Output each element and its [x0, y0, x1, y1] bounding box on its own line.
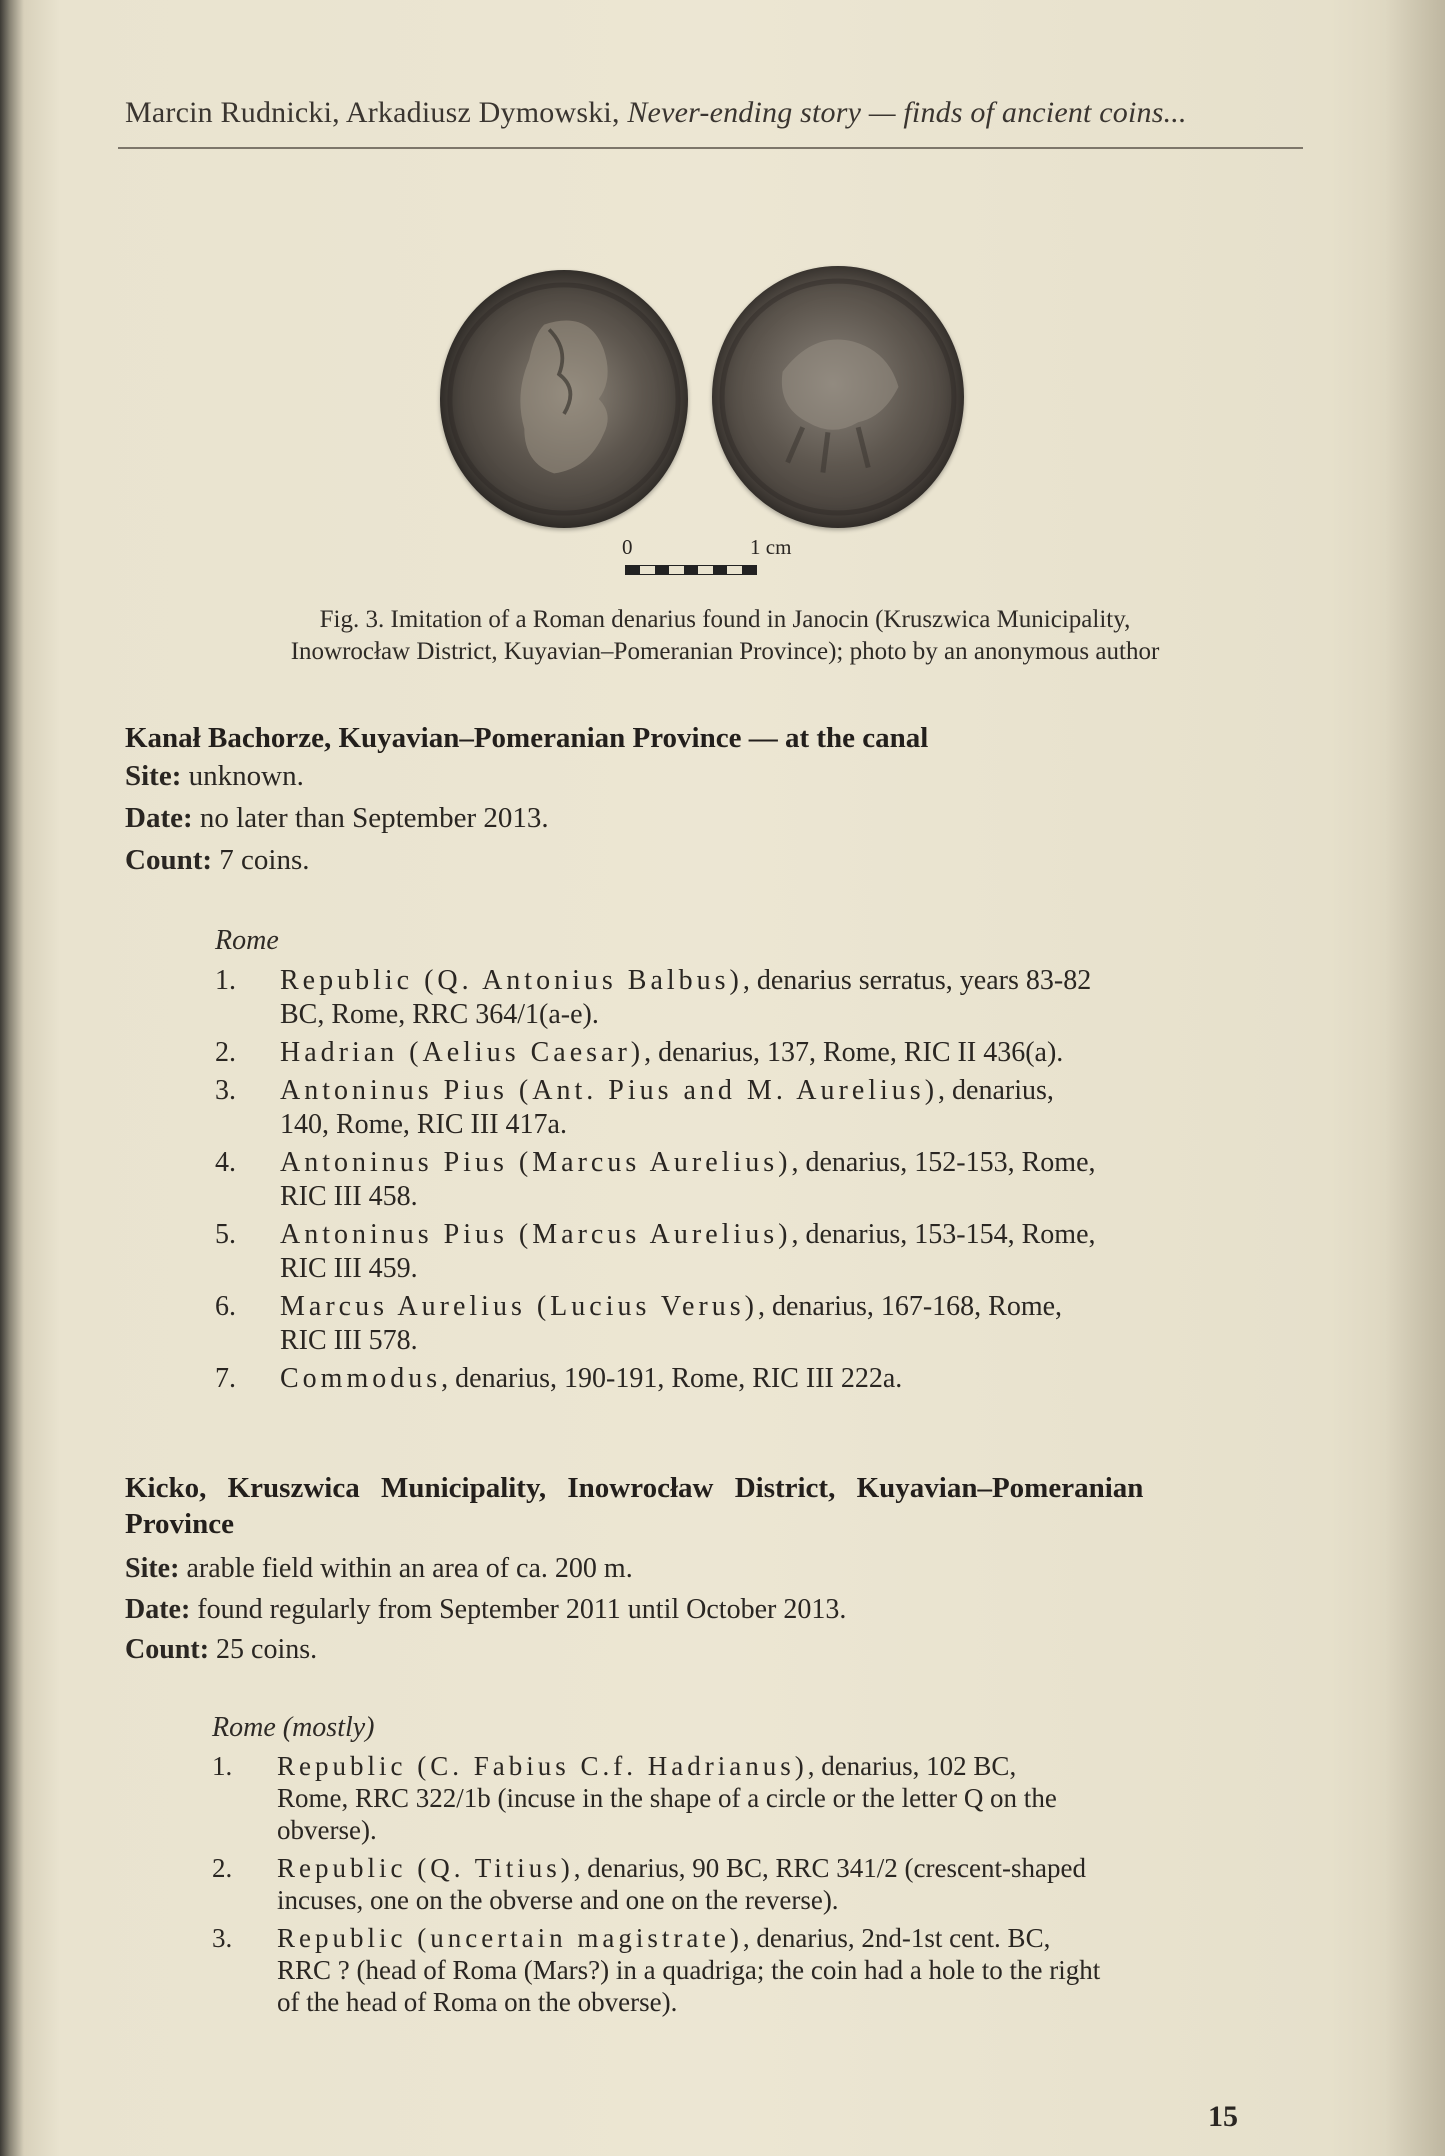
count-value: 7 coins. [212, 844, 310, 876]
item-text: , denarius, 102 BC, [807, 1751, 1017, 1781]
list-item [215, 1218, 1275, 1286]
item-ruler: Antoninus Pius (Ant. Pius and M. Aurelius) [280, 1075, 939, 1106]
item-text: , denarius, 190-191, Rome, RIC III 222a. [441, 1363, 903, 1394]
heading-line: Kicko, Kruszwica Municipality, Inowrocław District, Kuyavian–Pomeranian [125, 1472, 1144, 1504]
item-text: , denarius, 153-154, Rome, [791, 1219, 1096, 1250]
item-text: , denarius, 2nd-1st cent. BC, [742, 1923, 1051, 1953]
date-label: Date: [125, 802, 193, 834]
item-text-continued: Rome, RRC 322/1b (incuse in the shape of a circle or the letter Q on the [277, 1783, 1057, 1813]
item-ruler: Republic (uncertain magistrate) [277, 1923, 743, 1953]
item-text-continued: RIC III 459. [280, 1253, 418, 1284]
list-item [215, 1362, 1275, 1396]
item-text: , denarius, 167-168, Rome, [757, 1291, 1063, 1322]
site-field [125, 760, 304, 793]
coin-list [212, 1750, 1257, 2018]
list-subheading: Rome (mostly) [212, 1712, 375, 1743]
item-number: 6. [215, 1291, 236, 1322]
item-ruler: Marcus Aurelius (Lucius Verus) [280, 1291, 758, 1322]
section-heading [125, 1470, 1265, 1542]
scale-unit-label: 1 cm [750, 535, 792, 559]
site-label: Site: [125, 1553, 180, 1584]
item-ruler: Republic (C. Fabius C.f. Hadrianus) [277, 1751, 808, 1781]
site-value: unknown. [181, 760, 304, 792]
item-number: 4. [215, 1147, 236, 1178]
item-ruler: Republic (Q. Titius) [277, 1853, 574, 1883]
running-head-authors: Marcin Rudnicki, Arkadiusz Dymowski, [125, 96, 628, 129]
list-item [212, 1852, 1257, 1916]
count-field [125, 844, 309, 877]
item-text-continued: BC, Rome, RRC 364/1(a-e). [280, 999, 599, 1030]
item-ruler: Commodus [280, 1363, 442, 1394]
item-ruler: Antoninus Pius (Marcus Aurelius) [280, 1219, 792, 1250]
item-text: , denarius, 137, Rome, RIC II 436(a). [644, 1037, 1064, 1068]
list-item [215, 1036, 1275, 1070]
item-text-continued: 140, Rome, RIC III 417a. [280, 1109, 567, 1140]
count-label: Count: [125, 844, 213, 876]
item-number: 2. [215, 1037, 236, 1068]
date-value: no later than September 2013. [192, 802, 549, 834]
page-number: 15 [1208, 2100, 1238, 2133]
date-value: found regularly from September 2011 until October 2013. [190, 1594, 847, 1625]
item-text: , denarius, [938, 1075, 1054, 1106]
list-item [212, 1750, 1257, 1846]
item-ruler: Hadrian (Aelius Caesar) [280, 1037, 645, 1068]
item-number: 7. [215, 1363, 236, 1394]
date-field [125, 1594, 846, 1626]
item-number: 5. [215, 1219, 236, 1250]
item-text-continued: of the head of Roma on the obverse). [277, 1987, 678, 2017]
running-head [125, 96, 1295, 130]
site-label: Site: [125, 760, 182, 792]
item-number: 1. [212, 1751, 233, 1781]
header-rule [118, 147, 1303, 149]
item-text: , denarius serratus, years 83-82 [742, 965, 1092, 996]
list-subheading: Rome [215, 925, 279, 956]
site-field [125, 1553, 633, 1585]
item-text-continued: obverse). [277, 1815, 377, 1845]
running-head-title: Never-ending story — finds of ancient coins... [627, 96, 1187, 129]
item-number: 2. [212, 1853, 233, 1883]
scale-zero-label: 0 [622, 535, 633, 559]
item-number: 3. [215, 1075, 236, 1106]
caption-line: Fig. 3. Imitation of a Roman denarius found in Janocin (Kruszwica Municipality, [319, 606, 1131, 633]
coin-list [215, 964, 1275, 1396]
item-number: 3. [212, 1923, 233, 1953]
list-item [212, 1922, 1257, 2018]
item-text-continued: incuses, one on the obverse and one on the reverse). [277, 1885, 839, 1915]
caption-line: Inowrocław District, Kuyavian–Pomeranian Province); photo by an anonymous author [290, 638, 1160, 665]
coin-obverse-relief [440, 270, 688, 528]
count-field [125, 1634, 317, 1666]
item-text-continued: RIC III 458. [280, 1181, 418, 1212]
coin-reverse-photo [712, 266, 964, 528]
section-heading: Kanał Bachorze, Kuyavian–Pomeranian Province — at the canal [125, 722, 929, 754]
site-value: arable field within an area of ca. 200 m. [179, 1553, 633, 1584]
date-label: Date: [125, 1594, 191, 1625]
date-field [125, 802, 549, 835]
heading-line: Province [125, 1508, 234, 1540]
coin-reverse-relief [712, 266, 964, 528]
item-text: , denarius, 152-153, Rome, [791, 1147, 1096, 1178]
item-text-continued: RIC III 578. [280, 1325, 418, 1356]
item-ruler: Antoninus Pius (Marcus Aurelius) [280, 1147, 792, 1178]
item-ruler: Republic (Q. Antonius Balbus) [280, 965, 743, 996]
list-item [215, 1146, 1275, 1214]
list-item [215, 964, 1275, 1032]
scale-bar [625, 565, 757, 575]
item-text: , denarius, 90 BC, RRC 341/2 (crescent-shaped [573, 1853, 1086, 1883]
list-item [215, 1074, 1275, 1142]
coin-obverse-photo [440, 270, 688, 528]
count-value: 25 coins. [209, 1634, 318, 1665]
count-label: Count: [125, 1634, 210, 1665]
figure-caption [180, 604, 1270, 668]
item-text-continued: RRC ? (head of Roma (Mars?) in a quadriga; the coin had a hole to the right [277, 1955, 1101, 1985]
item-number: 1. [215, 965, 236, 996]
list-item [215, 1290, 1275, 1358]
